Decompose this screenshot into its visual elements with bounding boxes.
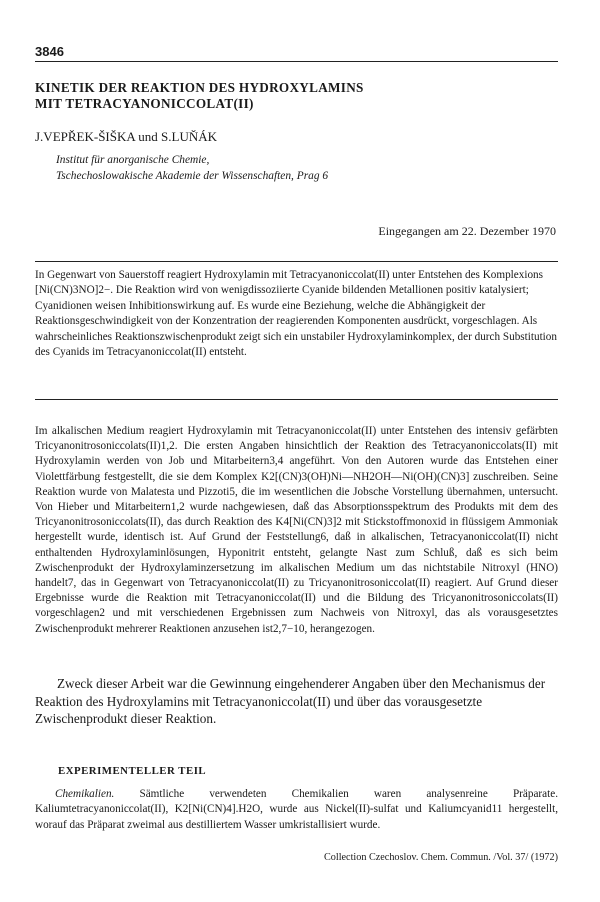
received-date: Eingegangen am 22. Dezember 1970 <box>378 224 556 238</box>
introduction-text: Im alkalischen Medium reagiert Hydroxylamin mit Tetracyanoniccolat(II) unter Entstehen des intensiv gefärbten Tricyanonitrosoniccolats(II)1,2. Die ersten Angaben hinsichtlich der Reaktion des Tetracyanoniccolats(II) mit Hydroxylamin werden von Job und Mitarbeitern3,4 angeführt. Von den Autoren wurde das Entstehen einer Violettfärbung festgestellt, die sie dem Komplex K2[(CN)3(OH)Ni—NH2OH—Ni(OH)(CN)3] zuschreiben. Seine Reaktion wurde von Malatesta und Pizzoti5, die im wesentlichen die Jobsche Vorstellung übernahmen, untersucht. Von Hieber und Mitarbeitern1,2 wurde nachgewiesen, daß das Absorptionsspektrum des Produkts mit dem des Tricyanonitrosoniccolats(II), das durch Reaktion des K4[Ni(CN)3]2 mit Stickstoffmonoxid in flüssigem Ammoniak hergestellt wurde, identisch ist. Auf Grund der Feststellung6, daß in alkalischen, Tetracyanoniccolat(II) nicht enthaltenden Hydroxylaminlösungen, Hyponitrit entsteht, gelangte Nast zum Schluß, daß es sich beim Zwischenprodukt der Hydroxylaminzersetzung im alkalischen Medium um das nichtstabile Nitroxyl (HNO) handelt7, das in Gegenwart von Tetracyanoniccolat(II) zu Tricyanonitrosoniccolat(II) reagiert. Auf Grund dieser Ergebnisse wurde die Reaktion mit Tetracyanoniccolat(II) und die Bildung des Tricyanonitrosoniccolats(II) vorgeschlagen2 und mit verschiedenen Ergebnissen zum Nachweis von Nitroxyl, das als vorausgesetztes Zwischenprodukt mehrerer Reaktionen anzusehen ist2,7−10, herangezogen. <box>35 425 558 635</box>
aim-paragraph <box>35 675 558 728</box>
affiliation-line-1: Institut für anorganische Chemie, <box>56 154 210 166</box>
chemicals-text: Sämtliche verwendeten Chemikalien waren analysenreine Präparate. Kaliumtetracyanoniccolat(II), K2[Ni(CN)4].H2O, wurde aus Nickel(II)-sulfat und Kaliumcyanid11 hergestellt, worauf das Präparat zweimal aus destilliertem Wasser umkristallisiert wurde. <box>35 788 558 831</box>
chemicals-lead: Chemikalien. <box>55 788 115 800</box>
page-number: 3846 <box>35 44 64 59</box>
top-rule <box>35 61 558 62</box>
title-line-2: MIT TETRACYANONICCOLAT(II) <box>35 96 254 111</box>
abstract-rule-bottom <box>35 399 558 400</box>
chemicals-paragraph <box>35 787 558 833</box>
experimental-section <box>35 787 558 833</box>
abstract-rule-top <box>35 261 558 262</box>
journal-footer: Collection Czechoslov. Chem. Commun. /Vol. 37/ (1972) <box>323 852 558 863</box>
introduction <box>35 424 558 637</box>
aim-text: Zweck dieser Arbeit war die Gewinnung eingehenderer Angaben über den Mechanismus der Reaktion des Hydroxylamins mit Tetracyanoniccolat(II) und über das vorausgesetzte Zwischenprodukt dieser Reaktion. <box>35 676 546 726</box>
title-line-1: KINETIK DER REAKTION DES HYDROXYLAMINS <box>35 80 364 95</box>
authors: J.VEPŘEK-ŠIŠKA und S.LUŇÁK <box>35 129 218 144</box>
article-title <box>35 80 555 112</box>
abstract-text: In Gegenwart von Sauerstoff reagiert Hydroxylamin mit Tetracyanoniccolat(II) unter Entstehen des Komplexions [Ni(CN)3NO]2−. Die Reaktion wird von wenigdissoziierte Cyanide bildenden Metallionen positiv katalysiert; Cyanidionen weisen Inhibitionswirkung auf. Es wurde eine Beziehung, welche die Abhängigkeit der Reaktionsgeschwindigkeit von der Konzentration der reagierenden Komponenten ausdrückt, vorgeschlagen. Als wahrscheinliches Reaktionszwischenprodukt zeigt sich ein unstabiler Hydroxylaminkomplex, der durch Substitution des Cyanids im Tetracyanoniccolat(II) entsteht. <box>35 269 557 359</box>
abstract <box>35 268 558 360</box>
section-heading-experimental: EXPERIMENTELLER TEIL <box>58 765 207 777</box>
affiliation-line-2: Tschechoslowakische Akademie der Wissenschaften, Prag 6 <box>56 170 329 182</box>
affiliation <box>56 152 328 184</box>
